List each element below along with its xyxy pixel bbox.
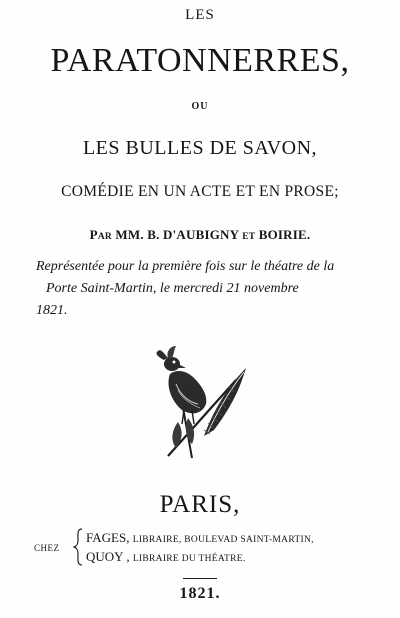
representation-line-1: Représentée pour la première fois sur le théatre de la [36,259,335,274]
authors-line [0,228,400,243]
publisher-quoy-role: LIBRAIRE DU THÉATRE. [132,554,246,564]
publisher-fages-name: FAGES, [86,530,133,545]
curly-brace-icon [73,528,83,566]
imprint-city: PARIS, [159,491,241,518]
subtitle: LES BULLES DE SAVON, [82,137,318,159]
authors-prefix-initial: P [89,227,98,242]
publisher-quoy [86,550,246,565]
publisher-fages-role: LIBRAIRE, BOULEVAD SAINT-MARTIN, [132,535,314,545]
authors-prefix-rest: AR [97,232,112,242]
main-title: PARATONNERRES, [50,42,350,79]
publisher-fages [86,531,314,546]
divider-rule [183,578,217,579]
representation-line-3: 1821. [36,303,68,318]
imprint-chez: CHEZ [34,543,60,553]
title-article: LES [185,7,215,23]
title-conjunction: OU [191,101,209,112]
representation-line-2: Porte Saint-Martin, le mercredi 21 novembre [46,281,299,296]
bird-with-quill-and-feathers-ornament-icon [148,344,252,462]
authors-conjunction: ET [242,232,256,242]
publisher-quoy-name: QUOY , [86,549,133,564]
authors-names-2: BOIRIE. [255,227,311,242]
imprint-year: 1821. [179,585,221,602]
authors-names-1: MM. B. D'AUBIGNY [111,227,243,242]
genre-line: COMÉDIE EN UN ACTE ET EN PROSE; [61,183,339,200]
